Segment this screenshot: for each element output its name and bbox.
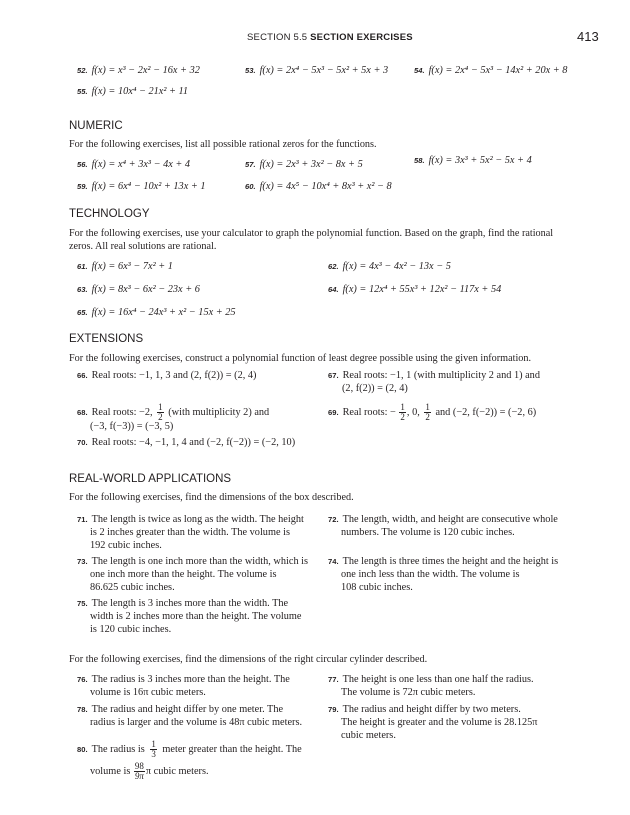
problem-61: 61. f(x) = 6x³ − 7x² + 1 bbox=[77, 261, 173, 272]
instruction-numeric: For the following exercises, list all possible rational zeros for the functions. bbox=[69, 139, 377, 150]
problem-75: 75. The length is 3 inches more than the width. The width is 2 inches more than the height. The volume is 120 cubic inches. bbox=[77, 598, 302, 635]
fraction-volume: $\frac{98}{9\pi}$ bbox=[134, 761, 144, 781]
problem-67: 67. Real roots: −1, 1 (with multiplicity 2 and 1) and bbox=[328, 370, 540, 381]
instruction-extensions: For the following exercises, construct a polynomial function of least degree possible using the given information. bbox=[69, 353, 532, 364]
problem-52: 52. f(x) = x³ − 2x² − 16x + 32 bbox=[77, 65, 200, 76]
problem-72: 72. The length, width, and height are consecutive whole numbers. The volume is 120 cubic inches. bbox=[328, 514, 558, 538]
problem-66: 66. Real roots: −1, 1, 3 and (2, f(2)) = (2, 4) bbox=[77, 370, 257, 381]
problem-80-line-2: volume is $\frac{98}{9\pi}$ π cubic meters. bbox=[90, 761, 209, 781]
problem-69: 69. Real roots: − $\frac{1}{2}$ , 0, $\frac{1}{2}$ and (−2, f(−2)) = (−2, 6) bbox=[328, 402, 537, 422]
problem-54: 54. f(x) = 2x⁴ − 5x³ − 14x² + 20x + 8 bbox=[414, 65, 568, 76]
problem-77: 77. The height is one less than one half the radius. The volume is 72π cubic meters. bbox=[328, 674, 534, 698]
problem-67-line-2: (2, f(2)) = (2, 4) bbox=[342, 383, 408, 394]
problem-74: 74. The length is three times the height and the height is one inch less than the width. The volume is 108 cubic inches. bbox=[328, 556, 559, 593]
section-title: SECTION EXERCISES bbox=[310, 32, 413, 43]
fraction-one-half: $\frac{1}{2}$ bbox=[400, 402, 405, 422]
problem-70: 70. Real roots: −4, −1, 1, 4 and (−2, f(−2)) = (−2, 10) bbox=[77, 437, 296, 448]
fraction-one-third: $\frac{1}{3}$ bbox=[151, 739, 156, 759]
problem-79: 79. The radius and height differ by two meters. The height is greater and the volume is 28.125π cubic meters. bbox=[328, 704, 538, 741]
problem-68: 68. Real roots: −2, $\frac{1}{2}$ (with multiplicity 2) and bbox=[77, 402, 270, 422]
problem-78: 78. The radius and height differ by one meter. The radius is larger and the volume is 48π cubic meters. bbox=[77, 704, 303, 728]
problem-76: 76. The radius is 3 inches more than the height. The volume is 16π cubic meters. bbox=[77, 674, 290, 698]
problem-62: 62. f(x) = 4x³ − 4x² − 13x − 5 bbox=[328, 261, 451, 272]
instruction-box: For the following exercises, find the dimensions of the box described. bbox=[69, 492, 354, 503]
problem-65: 65. f(x) = 16x⁴ − 24x³ + x² − 15x + 25 bbox=[77, 307, 236, 318]
fraction-one-half: $\frac{1}{2}$ bbox=[158, 402, 163, 422]
problem-71: 71. The length is twice as long as the width. The height is 2 inches greater than the width. The volume is 192 cubic inches. bbox=[77, 514, 304, 551]
heading-extensions: EXTENSIONS bbox=[69, 333, 144, 345]
instruction-cylinder: For the following exercises, find the dimensions of the right circular cylinder described. bbox=[69, 654, 428, 665]
instruction-technology-line-1: For the following exercises, use your calculator to graph the polynomial function. Based on the graph, find the rational bbox=[69, 228, 554, 239]
running-header bbox=[247, 32, 413, 43]
problem-68-line-2: (−3, f(−3)) = (−3, 5) bbox=[90, 421, 174, 432]
problem-56: 56. f(x) = x⁴ + 3x³ − 4x + 4 bbox=[77, 159, 191, 170]
problem-55: 55. f(x) = 10x⁴ − 21x² + 11 bbox=[77, 86, 189, 97]
problem-73: 73. The length is one inch more than the width, which is one inch more than the height. The volume is 86.625 cubic inches. bbox=[77, 556, 309, 593]
problem-63: 63. f(x) = 8x³ − 6x² − 23x + 6 bbox=[77, 284, 200, 295]
problem-53: 53. f(x) = 2x⁴ − 5x³ − 5x² + 5x + 3 bbox=[245, 65, 389, 76]
problem-59: 59. f(x) = 6x⁴ − 10x² + 13x + 1 bbox=[77, 181, 206, 192]
problem-60: 60. f(x) = 4x⁵ − 10x⁴ + 8x³ + x² − 8 bbox=[245, 181, 392, 192]
problem-80: 80. The radius is $\frac{1}{3}$ meter greater than the height. The bbox=[77, 739, 302, 759]
fraction-one-half: $\frac{1}{2}$ bbox=[425, 402, 430, 422]
section-label: SECTION 5.5 bbox=[247, 32, 308, 43]
problem-64: 64. f(x) = 12x⁴ + 55x³ + 12x² − 117x + 54 bbox=[328, 284, 502, 295]
problem-58: 58. f(x) = 3x³ + 5x² − 5x + 4 bbox=[414, 155, 532, 166]
heading-technology: TECHNOLOGY bbox=[69, 208, 150, 220]
page-number: 413 bbox=[577, 29, 599, 44]
instruction-technology-line-2: zeros. All real solutions are rational. bbox=[69, 241, 217, 252]
heading-real-world: REAL-WORLD APPLICATIONS bbox=[69, 473, 232, 485]
heading-numeric: NUMERIC bbox=[69, 120, 123, 132]
problem-57: 57. f(x) = 2x³ + 3x² − 8x + 5 bbox=[245, 159, 363, 170]
